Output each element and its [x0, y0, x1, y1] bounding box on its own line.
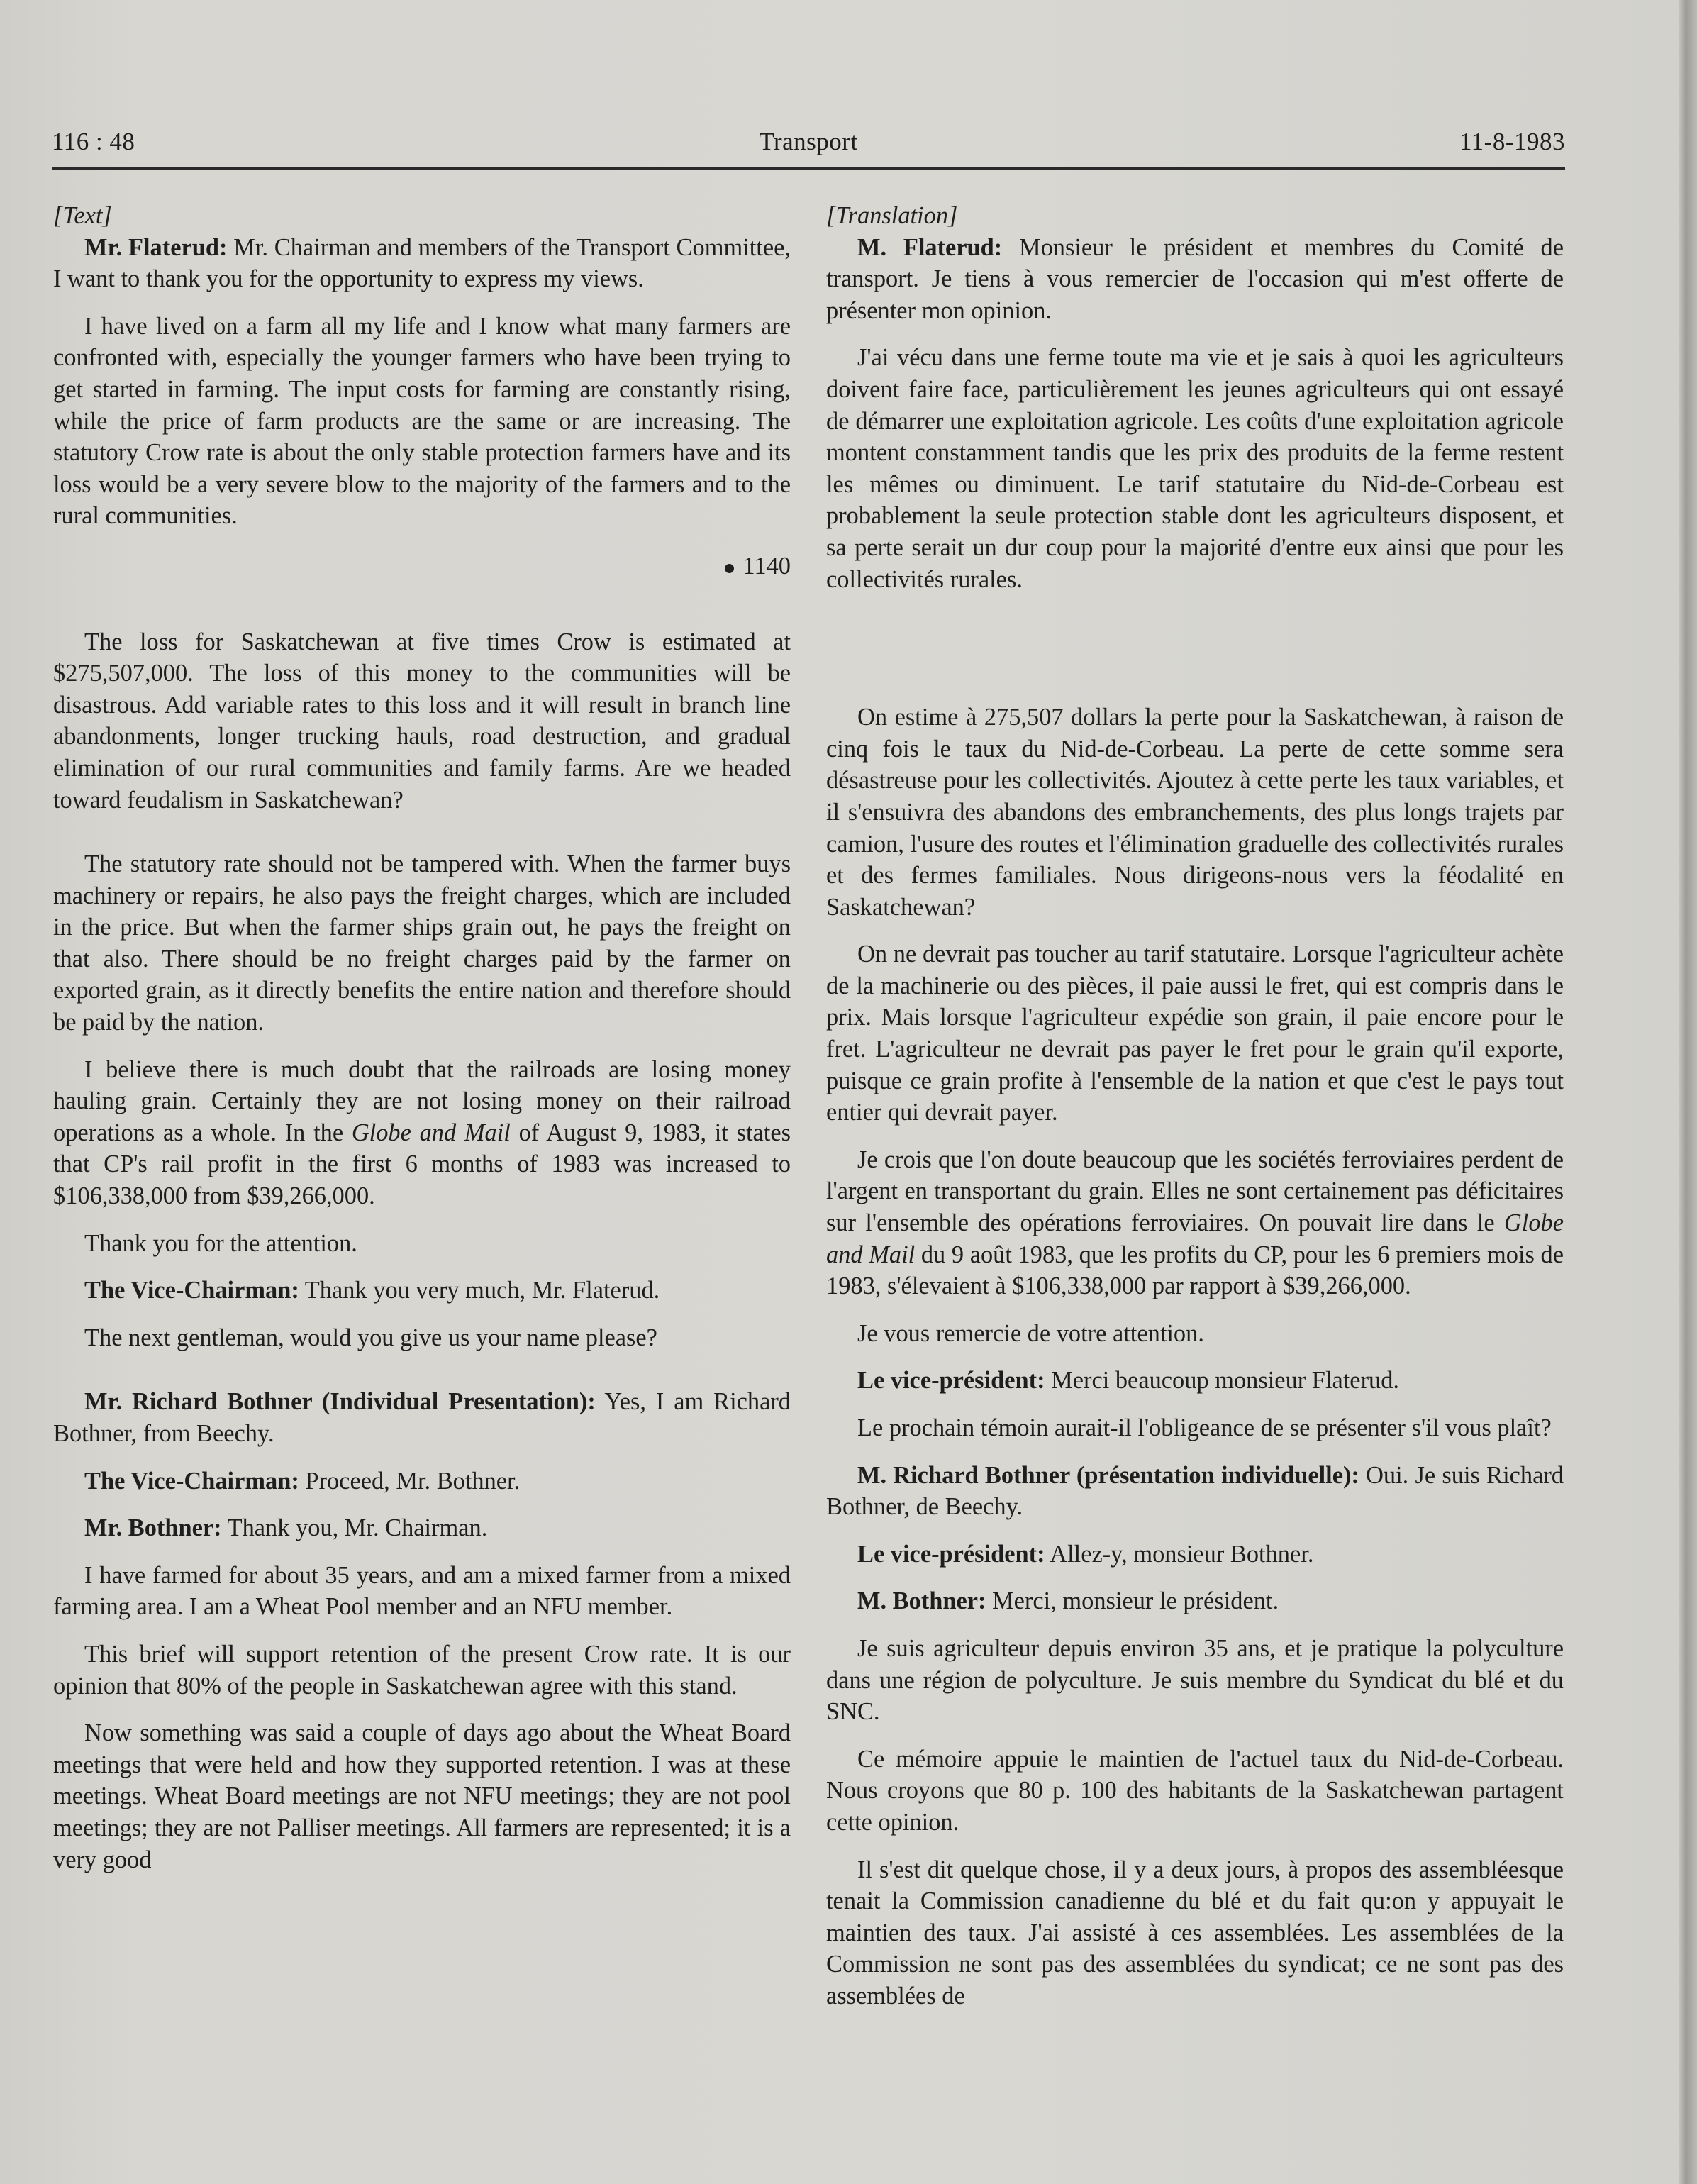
paragraph: The next gentleman, would you give us your name please? [84, 1324, 657, 1351]
paragraph: The statutory rate should not be tampered with. When the farmer buys machinery or repairs, he also pays the freight charges, which are included in the price. But when the farmer ships grain out, he pays the freight on that also. There should be no freight charges paid by the farmer on exported grain, as it directly benefits the entire nation and therefore should be paid by the nation. [53, 850, 791, 1036]
spacer [826, 611, 1564, 702]
paragraph: I believe there is much doubt that the railroads are losing money hauling grain. Certainly they are not losing money on their railroad operations as a whole. In the Globe and Mail of August 9, 1983, it states that CP's rail profit in the first 6 months of 1983 was increased to $106,338,000 from $39,266,000. [53, 1055, 791, 1210]
page-date: 11-8-1983 [1459, 128, 1565, 155]
paragraph: Le vice-président: Allez-y, monsieur Bothner. [857, 1540, 1314, 1568]
paragraph: J'ai vécu dans une ferme toute ma vie et je sais à quoi les agriculteurs doivent faire face, particulièrement les jeunes agriculteurs qui ont essayé de démarrer une exploitation agricole. Les coûts d'une exploitation agricole montent constamment tandis que les prix des produits de la ferme restent les mêmes ou diminuent. Le tarif statutaire du Nid-de-Corbeau est probablement la seule protection stable dont les agriculteurs disposent, et sa perte serait un dur coup pour la majorité d'entre eux ainsi que pour les collectivités rurales. [826, 344, 1564, 593]
paragraph: On ne devrait pas toucher au tarif statutaire. Lorsque l'agriculteur achète de la machinerie ou des pièces, il paie aussi le fret, qui est compris dans le prix. Mais lorsque l'agriculteur expédie son grain, il paie encore pour le fret. L'agriculteur ne devrait pas payer le fret pour le grain qu'il exporte, puisque ce grain profite à l'ensemble de la nation et que c'est le pays tout entier qui devrait payer. [826, 941, 1564, 1126]
text-tag: [Text] [53, 202, 112, 229]
speaker: Le vice-président: [857, 1367, 1045, 1395]
paragraph: Ce mémoire appuie le maintien de l'actuel taux du Nid-de-Corbeau. Nous croyons que 80 p. 100 des habitants de la Saskatchewan partagent cette opinion. [826, 1745, 1564, 1836]
speaker: M. Bothner: [857, 1587, 986, 1615]
paragraph: M. Bothner: Merci, monsieur le président. [857, 1587, 1279, 1615]
paragraph: Le prochain témoin aurait-il l'obligeance de se présenter s'il vous plaît? [857, 1414, 1552, 1441]
paragraph: Il s'est dit quelque chose, il y a deux jours, à propos des assembléesque tenait la Commission canadienne du blé et du fait qu:on y appuyait le maintien des taux. J'ai assisté à ces assemblées. Les assemblées de la Commission ne sont pas des assemblées du syndicat; ce ne sont pas des assemblées de [826, 1856, 1564, 2010]
translation-tag: [Translation] [826, 202, 958, 229]
speaker: The Vice-Chairman: [84, 1467, 299, 1495]
paragraph: Mr. Flaterud: Mr. Chairman and members of the Transport Committee, I want to thank you for the opportunity to express my views. [53, 233, 791, 293]
paragraph: This brief will support retention of the present Crow rate. It is our opinion that 80% of the people in Saskatchewan agree with this stand. [53, 1640, 791, 1700]
paragraph: The Vice-Chairman: Proceed, Mr. Bothner. [84, 1467, 521, 1495]
speaker: Mr. Richard Bothner (Individual Presentation): [84, 1388, 596, 1416]
binding-edge [1679, 0, 1697, 2184]
speaker: M. Richard Bothner (présentation individuelle): [857, 1461, 1359, 1489]
paragraph: The Vice-Chairman: Thank you very much, Mr. Flaterud. [84, 1277, 660, 1304]
english-column [53, 200, 791, 1891]
paragraph: Je suis agriculteur depuis environ 35 ans, et je pratique la polyculture dans une région de polyculture. Je suis membre du Syndicat du blé et du SNC. [826, 1634, 1564, 1726]
paragraph: Mr. Richard Bothner (Individual Presentation): Yes, I am Richard Bothner, from Beechy. [53, 1388, 791, 1447]
speaker: Le vice-président: [857, 1540, 1045, 1568]
time-marker: 1140 [53, 550, 791, 582]
paragraph: Le vice-président: Merci beaucoup monsieur Flaterud. [857, 1367, 1400, 1395]
bullet-icon [725, 564, 734, 573]
paragraph: On estime à 275,507 dollars la perte pour la Saskatchewan, à raison de cinq fois le taux du Nid-de-Corbeau. La perte de cette somme sera désastreuse pour les collectivités. Ajoutez à cette perte les taux variables, et il s'ensuivra des abandons des embranchements, des plus longs trajets par camion, l'usure des routes et l'élimination graduelle des collectivités rurales et des fermes familiales. Nous dirigeons-nous vers la féodalité en Saskatchewan? [826, 704, 1564, 921]
paragraph: Je crois que l'on doute beaucoup que les sociétés ferroviaires perdent de l'argent en transportant du grain. Elles ne sont certainement pas déficitaires sur l'ensemble des opérations ferroviaires. On pouvait lire dans le Globe and Mail du 9 août 1983, que les profits du CP, pour les 6 premiers mois de 1983, s'élevaient à $106,338,000 par rapport à $39,266,000. [826, 1146, 1564, 1300]
paragraph: Now something was said a couple of days ago about the Wheat Board meetings that were held and how they supported retention. I was at these meetings. Wheat Board meetings are not NFU meetings; they are not pool meetings; they are not Palliser meetings. All farmers are represented; it is a very good [53, 1719, 791, 1873]
paragraph: M. Flaterud: Monsieur le président et membres du Comité de transport. Je tiens à vous remercier de l'occasion qui m'est offerte de présenter mon opinion. [826, 233, 1564, 324]
paragraph: Je vous remercie de votre attention. [857, 1319, 1204, 1347]
page-title: Transport [759, 128, 858, 155]
paragraph: I have farmed for about 35 years, and am a mixed farmer from a mixed farming area. I am a Wheat Pool member and an NFU member. [53, 1561, 791, 1621]
speaker: The Vice-Chairman: [84, 1277, 299, 1304]
running-head [52, 125, 1565, 167]
paragraph: Mr. Bothner: Thank you, Mr. Chairman. [84, 1514, 488, 1542]
paragraph: M. Richard Bothner (présentation individuelle): Oui. Je suis Richard Bothner, de Beechy. [826, 1461, 1564, 1521]
page-number: 116 : 48 [52, 128, 135, 155]
paragraph: The loss for Saskatchewan at five times Crow is estimated at $275,507,000. The loss of this money to the communities will be disastrous. Add variable rates to this loss and it will result in branch line abandonments, longer trucking hauls, road destruction, and gradual elimination of our rural communities and family farms. Are we headed toward feudalism in Saskatchewan? [53, 628, 791, 814]
speaker: Mr. Bothner: [84, 1514, 222, 1542]
french-column [826, 200, 1564, 2028]
paragraph: I have lived on a farm all my life and I know what many farmers are confronted with, especially the younger farmers who have been trying to get started in farming. The input costs for farming are constantly rising, while the price of farm products are the same or are increasing. The statutory Crow rate is about the only stable protection farmers have and its loss would be a very severe blow to the majority of the farmers and to the rural communities. [53, 312, 791, 530]
speaker: Mr. Flaterud: [84, 233, 228, 261]
paragraph: Thank you for the attention. [84, 1229, 357, 1257]
speaker: M. Flaterud: [857, 233, 1003, 261]
header-rule [52, 167, 1565, 170]
